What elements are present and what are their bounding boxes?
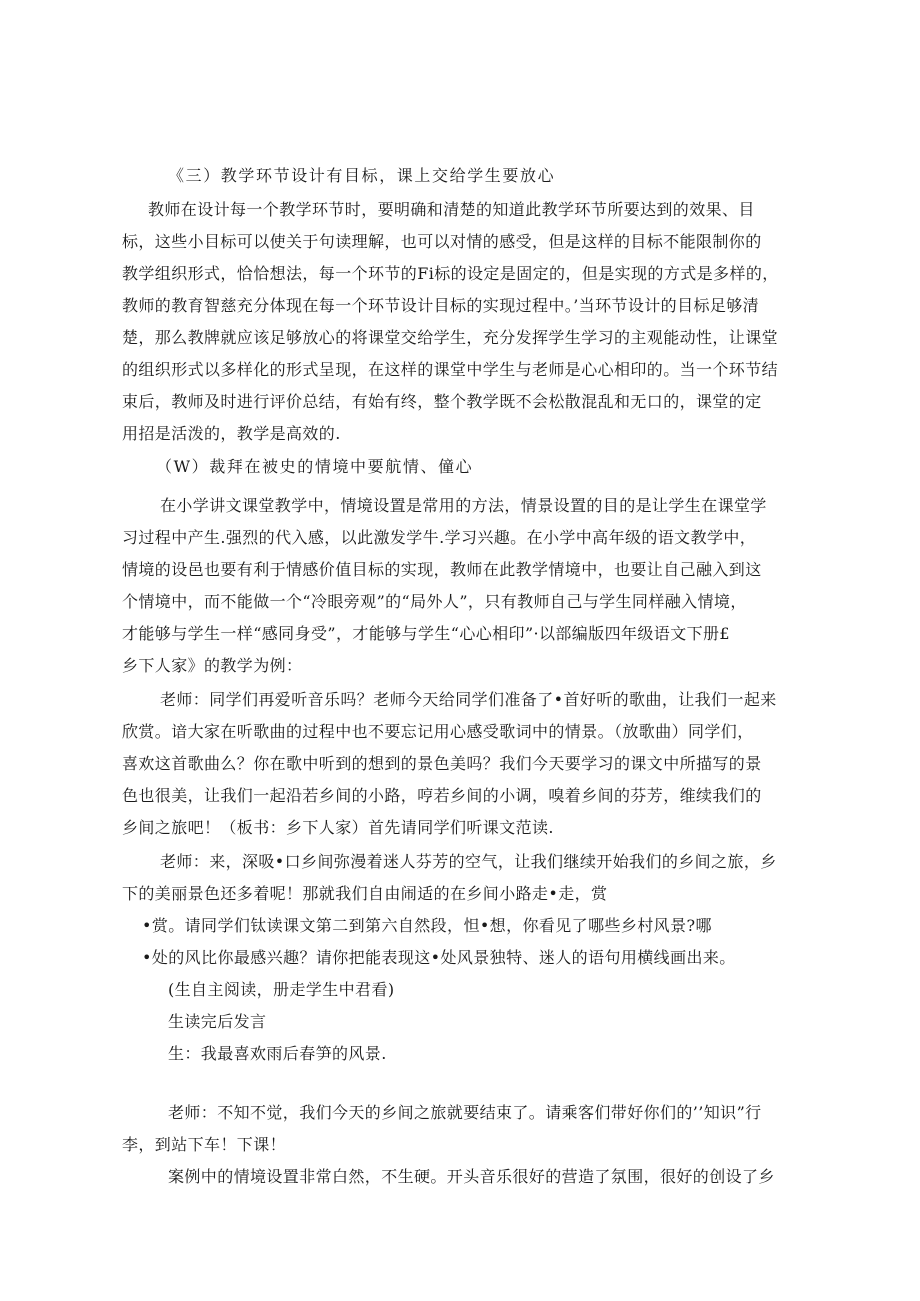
student-line: 生：我最喜欢雨后春笋的风景. [168, 1044, 387, 1063]
paragraph-line: 用招是活泼的，教学是高效的. [122, 424, 341, 443]
paragraph-line: 案例中的情境设置非常白然，不生硬。开头音乐很好的营造了氛围，很好的创设了乡 [168, 1167, 775, 1186]
stage-direction: 生读完后发言 [168, 1012, 267, 1031]
paragraph-line: 楚，那么教牌就应该足够放心的将课堂交给学生，充分发挥学生学习的主观能动性，让课堂 [122, 328, 779, 347]
section-heading-3: 《三）教学环节设计有目标，课上交给学生要放心 [168, 166, 556, 185]
dialogue-line: 李，到站下车！下课！ [122, 1135, 287, 1154]
paragraph-line: 习过程中产生.强烈的代入感，以此激发学牛.学习兴趣。在小学中高年级的语文教学中， [122, 528, 757, 547]
stage-direction: (生自主阅读，册走学生中君看) [168, 980, 395, 999]
paragraph-line: 束后，教师及时进行评价总结，有始有终，整个教学既不会松散混乱和无口的，课堂的定 [122, 392, 762, 411]
paragraph-line: 教师在设计每一个教学环节时，要明确和清楚的知道此教学环节所要达到的效果、目 [148, 200, 755, 219]
dialogue-line: •处的风比你最感兴趣？请你把能表现这•处风景独特、迷人的语句用横线画出来。 [142, 948, 736, 967]
dialogue-line: 色也很美，让我们一起沿若乡间的小路，哼若乡间的小调，嗅着乡间的芬芳，维续我们的 [122, 786, 762, 805]
paragraph-line: 标，这些小目标可以使关于句读理解，也可以对情的感受，但是这样的目标不能限制你的 [122, 232, 762, 251]
paragraph-line: 在小学讲文课堂教学中，情境设置是常用的方法，情景设置的目的是让学生在课堂学 [160, 496, 767, 515]
dialogue-line: 老师：来，深吸•口乡间弥漫着迷人芬芳的空气，让我们继续开始我们的乡间之旅，乡 [160, 852, 777, 871]
paragraph-line: 的组织形式以多样化的形式呈现，在这样的课堂中学生与老师是心心相印的。当一个环节结 [122, 360, 779, 379]
dialogue-line: 欣赏。谙大家在听歌曲的过程中也不要忘记用心感受歌词中的情景。（放歌曲）同学们， [122, 722, 754, 741]
dialogue-line: 乡间之旅吧！（板书：乡下人家）首先请同学们听课文范读. [122, 818, 554, 837]
dialogue-line: 喜欢这首歌曲么？你在歌中听到的想到的景色美吗？我们今天要学习的课文中所描写的景 [122, 754, 762, 773]
dialogue-line: •赏。请同学们钛读课文第二到第六自然段，怛•想，你看见了哪些乡村风景?哪 [142, 916, 712, 935]
paragraph-line: 才能够与学生一样“感同身受”，才能够与学生“心心相印”·以部编版四年级语文下册£ [122, 624, 730, 643]
dialogue-line: 老师：不知不觉，我们今天的乡间之旅就要结束了。请乘客们带好你们的’’知识”行 [168, 1103, 762, 1122]
paragraph-line: 教学组织形式，恰恰想法，每一个环节的Fi标的设定是固定的，但是实现的方式是多样的， [122, 264, 779, 283]
paragraph-line: 情境的设邑也要有利于情感价值目标的实现，教师在此教学情境中，也要让自己融入到这 [122, 560, 762, 579]
paragraph-line: 教师的教育智慈充分体现在每一个环节设计目标的实现过程中。’当环节设计的目标足够清 [122, 296, 760, 315]
dialogue-line: 下的美丽景色还多着呢！那就我们自由闹适的在乡间小路走•走，赏 [122, 884, 608, 903]
dialogue-line: 老师：同学们再爱听音乐吗？老师今天给同学们准备了•首好听的歌曲，让我们一起来 [160, 690, 777, 709]
paragraph-line: 个情境中，而不能做一个“冷眼旁观”的“局外人”，只有教师自己与学生同样融入情境， [122, 592, 747, 611]
section-heading-4: （W）裁拜在被史的情境中要航情、僮心 [156, 457, 474, 476]
paragraph-line: 乡下人家》的教学为例： [122, 656, 303, 675]
